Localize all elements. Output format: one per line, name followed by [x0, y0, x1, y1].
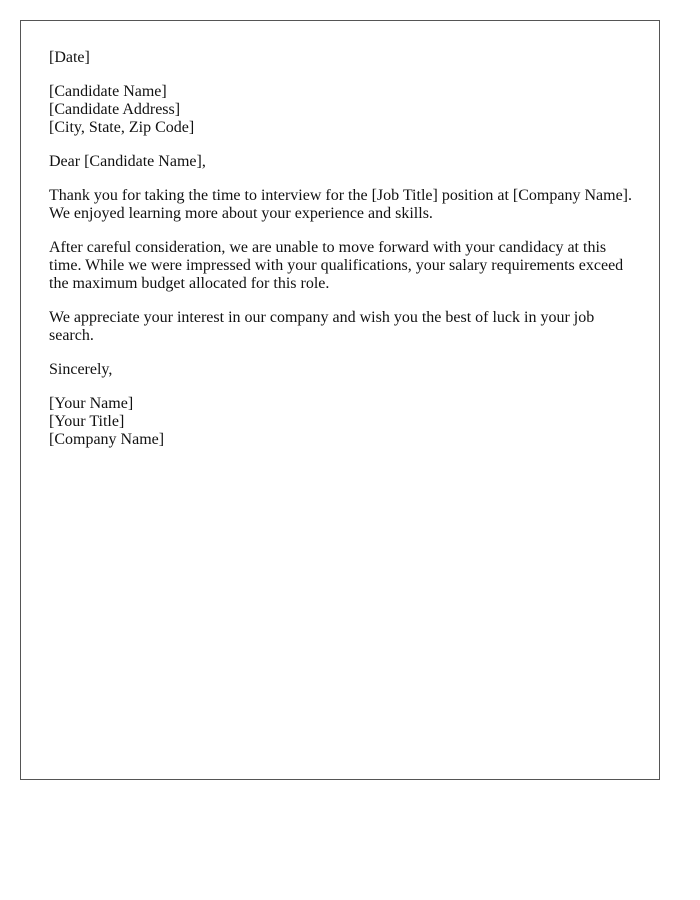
signature-block [49, 395, 639, 449]
letter-date: [Date] [49, 49, 90, 66]
letter-content [49, 49, 639, 465]
letter-frame [20, 20, 660, 780]
recipient-address-block [49, 83, 639, 137]
salutation: Dear [Candidate Name], [49, 153, 206, 170]
closing: Sincerely, [49, 361, 113, 378]
recipient-city-state-zip: [City, State, Zip Code] [49, 119, 195, 136]
recipient-name: [Candidate Name] [49, 83, 167, 100]
body-paragraph-3: We appreciate your interest in our company and wish you the best of luck in your job search. [49, 309, 595, 344]
closing-block [49, 361, 639, 379]
signature-company: [Company Name] [49, 431, 165, 448]
date-block [49, 49, 639, 67]
signature-title: [Your Title] [49, 413, 125, 430]
signature-name: [Your Name] [49, 395, 134, 412]
recipient-address: [Candidate Address] [49, 101, 181, 118]
salutation-block [49, 153, 639, 171]
body-paragraph-2: After careful consideration, we are unable to move forward with your candidacy at this time. While we were impressed with your qualifications, your salary requirements exceed the maximum budget allocated for this role. [49, 239, 624, 292]
body-paragraph-1: Thank you for taking the time to interview for the [Job Title] position at [Company Name]. We enjoyed learning more about your experience and skills. [49, 187, 633, 222]
